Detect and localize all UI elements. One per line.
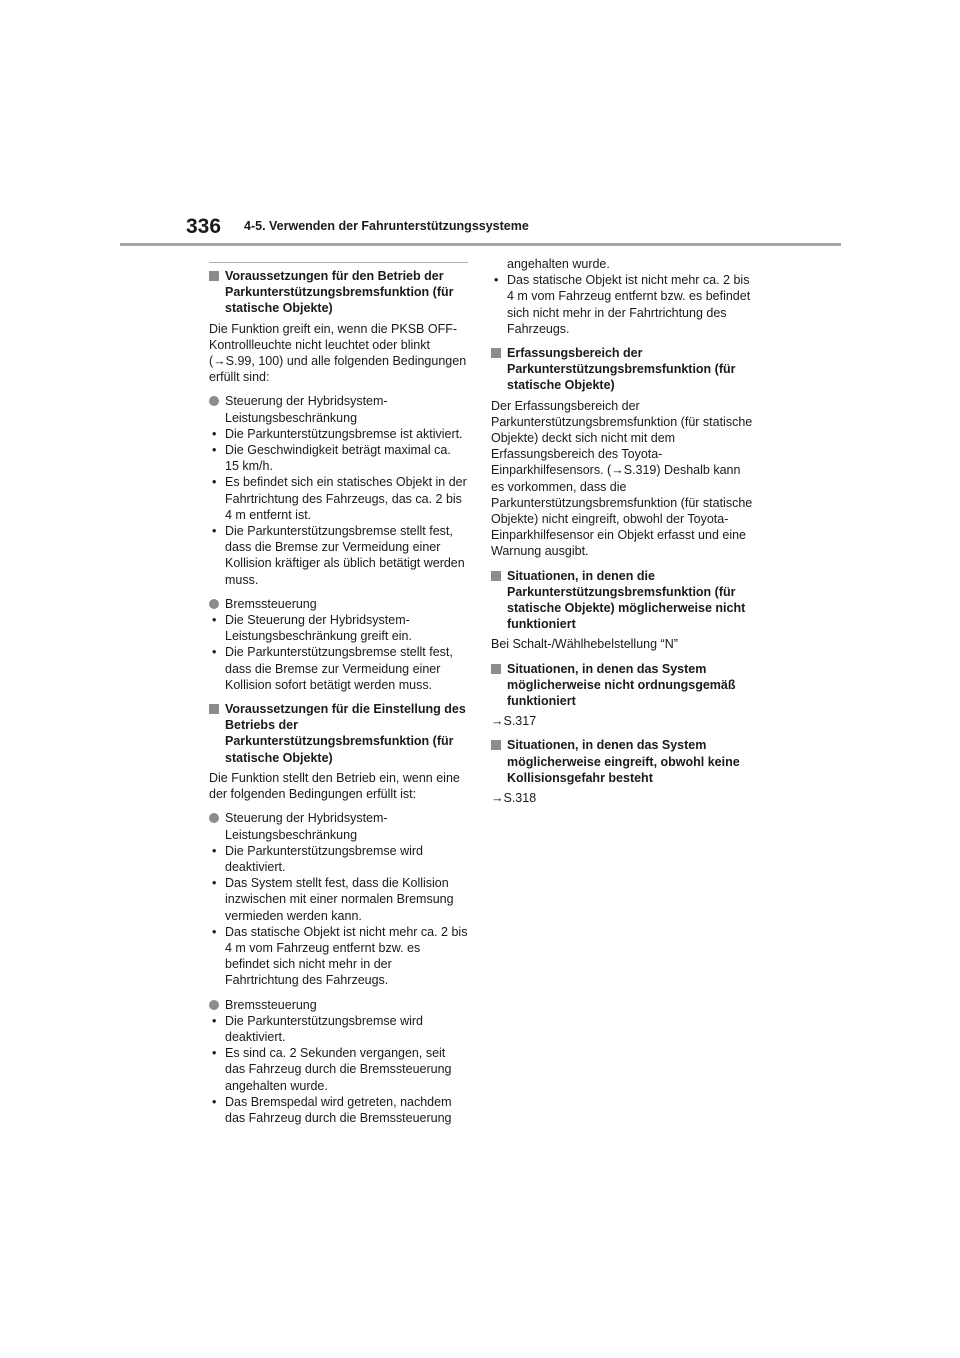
list-item: Bremssteuerung [209, 596, 468, 612]
list-item: Steuerung der Hybridsystem-Leistungsbeschränkung [209, 393, 468, 425]
list-item: Steuerung der Hybridsystem-Leistungsbeschränkung [209, 810, 468, 842]
square-bullet-icon [209, 271, 219, 281]
left-column [209, 268, 468, 1134]
page-reference: →S.318 [491, 791, 537, 806]
square-bullet-icon [491, 664, 501, 674]
circle-bullet-icon [209, 813, 219, 823]
page-reference: →S.317 [491, 714, 537, 729]
square-bullet-icon [491, 740, 501, 750]
paragraph: Bei Schalt-/Wählhebelstellung “N” [491, 637, 678, 652]
list-item: • Es befindet sich ein statisches Objekt in der Fahrtrichtung des Fahrzeugs, das ca. 2 bis 4 m entfernt ist. [212, 475, 467, 522]
list-item: • Die Steuerung der Hybridsystem-Leistungsbeschränkung greift ein. [212, 613, 412, 644]
heading-may-not-function: Situationen, in denen die Parkunterstützungsbremsfunktion (für statische Objekte) möglicherweise nicht funktioniert [491, 568, 754, 633]
list-item: • Das System stellt fest, dass die Kollision inzwischen mit einer normalen Bremsung vermieden werden kann. [212, 876, 454, 923]
list-item: • Das statische Objekt ist nicht mehr ca. 2 bis 4 m vom Fahrzeug entfernt bzw. es befindet sich nicht mehr in der Fahrtrichtung des Fahrzeugs. [494, 273, 751, 336]
left-column-rule [209, 262, 468, 263]
right-column [491, 256, 754, 814]
paragraph: Der Erfassungsbereich der Parkunterstützungsbremsfunktion (für statische Objekte) deckt sich nicht mit dem Erfassungsbereich des Toyota-Einparkhilfesensors. (→S.319) Deshalb kann es vorkommen, dass die Parkunterstützungsbremsfunktion (für statische Objekte) nicht eingreift, obwohl der Toyota-Einparkhilfesensor ein Objekt erfasst und eine Warnung ausgibt. [491, 398, 753, 559]
list-item: • Die Geschwindigkeit beträgt maximal ca. 15 km/h. [212, 443, 451, 474]
continued-text: angehalten wurde. [507, 257, 610, 271]
bullet-list [491, 272, 754, 337]
list-item: • Die Parkunterstützungsbremse stellt fest, dass die Bremse zur Vermeidung einer Kollision kräftiger als üblich betätigt werden muss. [212, 524, 465, 587]
list-item: • Die Parkunterstützungsbremse stellt fest, dass die Bremse zur Vermeidung einer Kollision sofort betätigt werden muss. [212, 645, 453, 692]
list-item: • Das statische Objekt ist nicht mehr ca. 2 bis 4 m vom Fahrzeug entfernt bzw. es befindet sich nicht mehr in der Fahrtrichtung des Fahrzeugs. [212, 924, 468, 988]
bullet-list [209, 843, 468, 989]
bullet-list [209, 612, 468, 693]
square-bullet-icon [209, 704, 219, 714]
circle-bullet-icon [209, 396, 219, 406]
square-bullet-icon [491, 348, 501, 358]
heading-may-intervene: Situationen, in denen das System möglicherweise eingreift, obwohl keine Kollisionsgefahr besteht [491, 737, 754, 786]
list-item: • Es sind ca. 2 Sekunden vergangen, seit das Fahrzeug durch die Bremssteuerung angehalten wurde. [212, 1046, 452, 1093]
paragraph: Die Funktion stellt den Betrieb ein, wenn eine der folgenden Bedingungen erfüllt ist: [209, 770, 460, 802]
list-item: Bremssteuerung [209, 997, 468, 1013]
list-item: • Das Bremspedal wird getreten, nachdem das Fahrzeug durch die Bremssteuerung [212, 1094, 452, 1125]
square-bullet-icon [491, 571, 501, 581]
section-title: 4-5. Verwenden der Fahrunterstützungssysteme [244, 219, 529, 233]
header-rule [120, 243, 841, 246]
heading-operating-conditions: Voraussetzungen für den Betrieb der Parkunterstützungsbremsfunktion (für statische Objekte) [209, 268, 468, 317]
heading-may-not-operate-properly: Situationen, in denen das System möglicherweise nicht ordnungsgemäß funktioniert [491, 661, 754, 710]
circle-bullet-icon [209, 599, 219, 609]
list-item: • Die Parkunterstützungsbremse wird deaktiviert. [212, 1013, 423, 1044]
page-number: 336 [186, 215, 222, 238]
bullet-list [209, 1013, 468, 1126]
heading-detection-range: Erfassungsbereich der Parkunterstützungsbremsfunktion (für statische Objekte) [491, 345, 754, 394]
heading-stop-conditions: Voraussetzungen für die Einstellung des Betriebs der Parkunterstützungsbremsfunktion (für statische Objekte) [209, 701, 468, 766]
paragraph: Die Funktion greift ein, wenn die PKSB OFF-Kontrollleuchte nicht leuchtet oder blinkt (→S.99, 100) und alle folgenden Bedingungen erfüllt sind: [209, 321, 467, 385]
bullet-list [209, 426, 468, 588]
list-item: • Die Parkunterstützungsbremse ist aktiviert. [212, 426, 463, 441]
circle-bullet-icon [209, 1000, 219, 1010]
list-item: • Die Parkunterstützungsbremse wird deaktiviert. [212, 843, 423, 874]
